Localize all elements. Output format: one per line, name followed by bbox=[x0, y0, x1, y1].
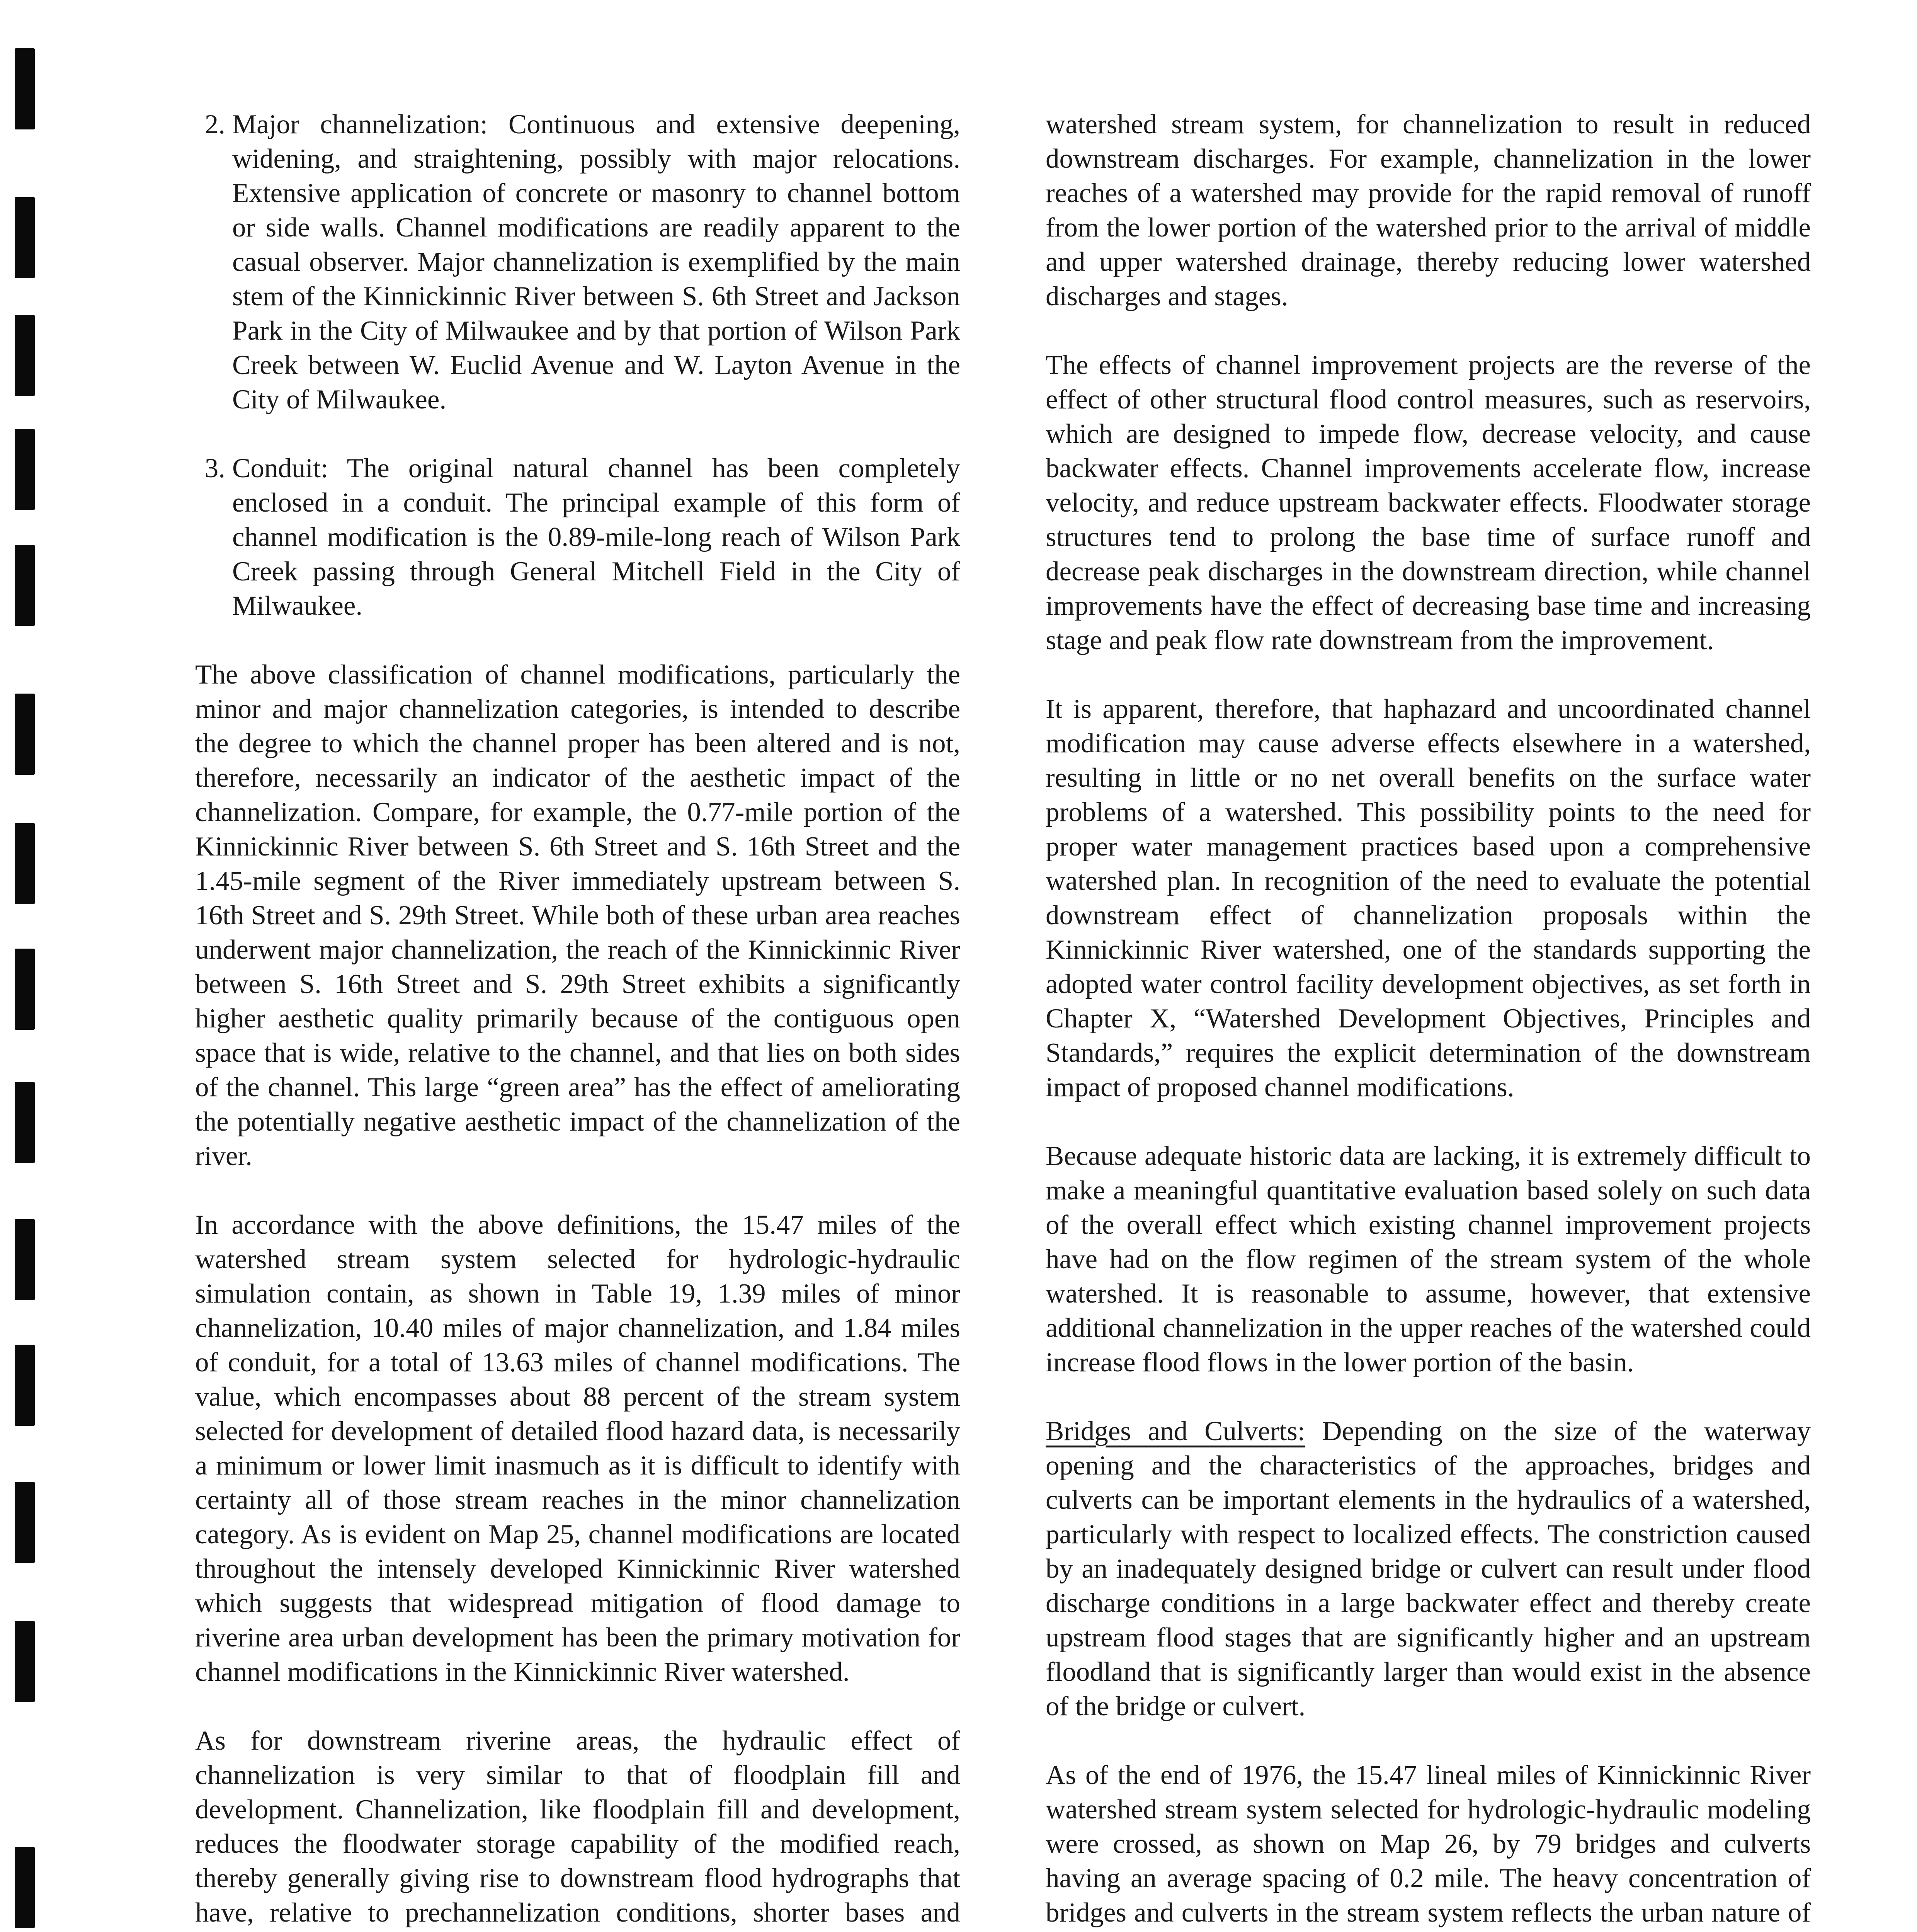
list-item-conduit bbox=[195, 451, 960, 623]
binding-hole bbox=[15, 1345, 35, 1426]
binding-hole bbox=[15, 197, 35, 278]
list-number: 2. bbox=[204, 109, 225, 139]
binding-hole bbox=[15, 429, 35, 510]
binding-hole bbox=[15, 1482, 35, 1563]
paragraph-bridge-count: As of the end of 1976, the 15.47 lineal miles of Kinnickinnic River watershed stream system selected for hydrologic-hydraulic modeling were crossed, as shown on Map 26, by 79 bridges and culverts having an average spacing of 0.2 mile. The heavy concentration of bridges and culverts in the stream system reflects the urban nature of bbox=[1046, 1760, 1811, 1928]
list-text: Major channelization: Continuous and extensive deepening, widening, and straightening, possibly with major relocations. Extensive application of concrete or masonry to channel bottom or side walls. Channel modifications are readily apparent to the casual observer. Major channelization is exemplified by the main stem of the Kinnickinnic River between S. 6th Street and Jackson Park in the City of Milwaukee and by that portion of Wilson Park Creek between W. Euclid Avenue and W. Layton Avenue in the City of Milwaukee. bbox=[232, 109, 960, 415]
binding-hole bbox=[15, 545, 35, 626]
paragraph-definitions: In accordance with the above definitions, the 15.47 miles of the watershed stream system selected for hydrologic-hydraulic simulation contain, as shown in Table 19, 1.39 miles of minor channelization, 10.40 miles of major channelization, and 1.84 miles of conduit, for a total of 13.63 miles of channel modifications. The value, which encompasses about 88 percent of the stream system selected for development of detailed flood hazard data, is necessarily a minimum or lower limit inasmuch as it is difficult to identify with certainty all of those stream reaches in the minor channelization category. As is evident on Map 25, channel modifications are located throughout the intensely developed Kinnickinnic River watershed which suggests that widespread mitigation of flood damage to riverine area urban development has been the primary motivation for channel modifications in the Kinnickinnic River watershed. bbox=[195, 1210, 960, 1687]
paragraph-uncoordinated-modification: It is apparent, therefore, that haphazard and uncoordinated channel modification may cause adverse effects elsewhere in a watershed, resulting in little or no net overall benefits on the surface water problems of a watershed. This possibility points to the need for proper water management practices based upon a comprehensive watershed plan. In recognition of the need to evaluate the potential downstream effect of channelization proposals within the Kinnickinnic River watershed, one of the standards supporting the adopted water control facility development objectives, as set forth in Chapter X, “Watershed Development Objectives, Principles and Standards,” requires the explicit determination of the downstream impact of proposed channel modifications. bbox=[1046, 694, 1811, 1102]
binding-edge bbox=[15, 0, 38, 1932]
binding-hole bbox=[15, 48, 35, 129]
paragraph-channel-improvement: The effects of channel improvement projects are the reverse of the effect of other structural flood control measures, such as reservoirs, which are designed to impede flow, decrease velocity, and cause backwater effects. Channel improvements accelerate flow, increase velocity, and reduce upstream backwater effects. Floodwater storage structures tend to prolong the base time of surface runoff and decrease peak discharges in the downstream direction, while channel improvements have the effect of decreasing base time and increasing stage and peak flow rate downstream from the improvement. bbox=[1046, 350, 1811, 655]
right-column bbox=[1046, 107, 1811, 1932]
paragraph-text: Depending on the size of the waterway opening and the characteristics of the approaches, bridges and culverts can be important elements in the hydraulics of a watershed, particularly with respect to localized effects. The constriction caused by an inadequately designed bridge or culvert can result under flood discharge conditions in a large backwater effect and thereby create upstream flood stages that are significantly higher and an upstream floodland that is significantly larger than would exist in the absence of the bridge or culvert. bbox=[1046, 1416, 1811, 1721]
binding-hole bbox=[15, 949, 35, 1030]
paragraph-continuation: watershed stream system, for channelization to result in reduced downstream discharges. For example, channelization in the lower reaches of a watershed may provide for the rapid removal of runoff from the lower portion of the watershed prior to the arrival of middle and upper watershed drainage, thereby reducing lower watershed discharges and stages. bbox=[1046, 109, 1811, 311]
list-number: 3. bbox=[204, 453, 225, 483]
paragraph-bridges-culverts bbox=[1046, 1414, 1811, 1724]
section-heading: Bridges and Culverts: bbox=[1046, 1416, 1305, 1446]
list-text: Conduit: The original natural channel has been completely enclosed in a conduit. The principal example of this form of channel modification is the 0.89-mile-long reach of Wilson Park Creek passing through General Mitchell Field in the City of Milwaukee. bbox=[232, 453, 960, 621]
binding-hole bbox=[15, 1219, 35, 1300]
binding-hole bbox=[15, 694, 35, 775]
binding-hole bbox=[15, 1082, 35, 1163]
binding-hole bbox=[15, 1621, 35, 1702]
binding-hole bbox=[15, 823, 35, 904]
paragraph-historic-data: Because adequate historic data are lacking, it is extremely difficult to make a meaningful quantitative evaluation based solely on such data of the overall effect which existing channel improvement projects have had on the flow regimen of the stream system of the whole watershed. It is reasonable to assume, however, that extensive additional channelization in the upper reaches of the watershed could increase flood flows in the lower portion of the basin. bbox=[1046, 1141, 1811, 1378]
paragraph-classification: The above classification of channel modifications, particularly the minor and major channelization categories, is intended to describe the degree to which the channel proper has been altered and is not, therefore, necessarily an indicator of the aesthetic impact of the channelization. Compare, for example, the 0.77-mile portion of the Kinnickinnic River between S. 6th Street and S. 16th Street and the 1.45-mile segment of the River immediately upstream between S. 16th Street and S. 29th Street. While both of these urban area reaches underwent major channelization, the reach of the Kinnickinnic River between S. 16th Street and S. 29th Street exhibits a significantly higher aesthetic quality primarily because of the contiguous open space that is wide, relative to the channel, and that lies on both sides of the channel. This large “green area” has the effect of ameliorating the potentially negative aesthetic impact of the channelization of the river. bbox=[195, 660, 960, 1171]
binding-hole bbox=[15, 315, 35, 396]
binding-hole bbox=[15, 1847, 35, 1928]
paragraph-downstream-effects: As for downstream riverine areas, the hydraulic effect of channelization is very similar to that of floodplain fill and development. Channelization, like floodplain fill and development, reduces the floodwater storage capability of the modified reach, thereby generally giving rise to downstream flood hydrographs that have, relative to prechannelization conditions, shorter bases and bbox=[195, 1726, 960, 1928]
list-item-major-channelization bbox=[195, 107, 960, 417]
left-column bbox=[195, 107, 960, 1932]
